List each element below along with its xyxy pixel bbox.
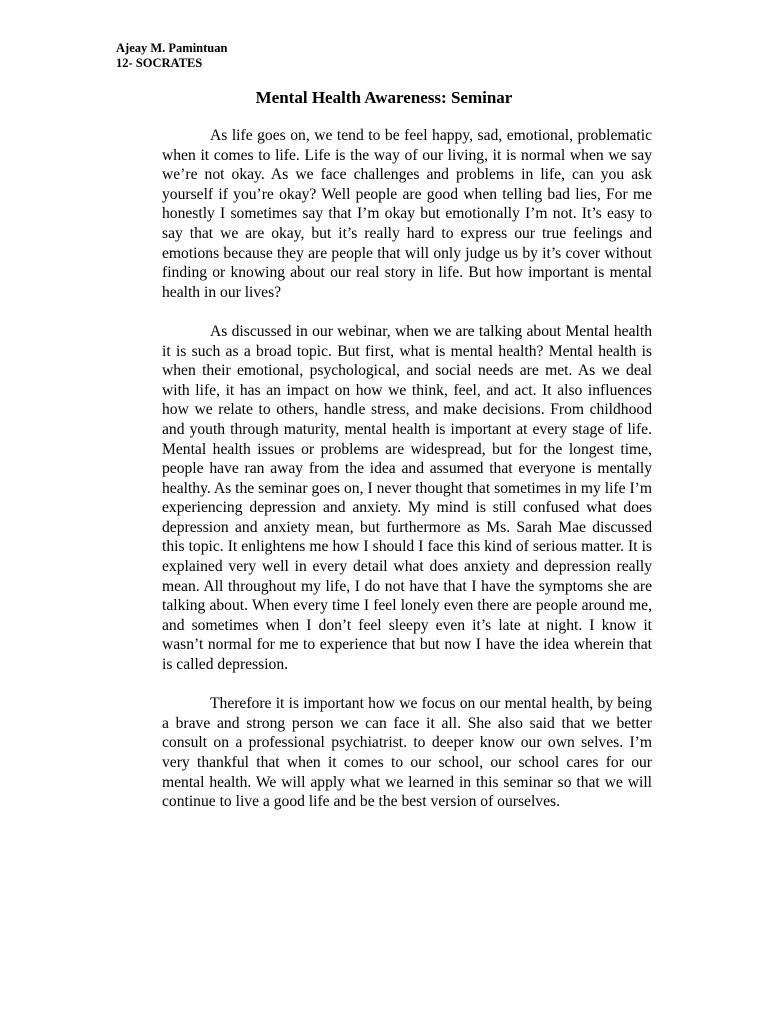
paragraph-2: As discussed in our webinar, when we are talking about Mental health it is such as a broad topic. But first, what is mental health? Mental health is when their emotional, psychological, and social needs are met. As we deal with life, it has an impact on how we think, feel, and act. It also influences how we relate to others, handle stress, and make decisions. From childhood and youth through maturity, mental health is important at every stage of life. Mental health issues or problems are widespread, but for the longest time, people have ran away from the idea and assumed that everyone is mentally healthy. As the seminar goes on, I never thought that sometimes in my life I’m experiencing depression and anxiety. My mind is still confused what does depression and anxiety mean, but furthermore as Ms. Sarah Mae discussed this topic. It enlightens me how I should I face this kind of serious matter. It is explained very well in every detail what does anxiety and depression really mean. All throughout my life, I do not have that I have the symptoms she are talking about. When every time I feel lonely even there are people around me, and sometimes when I don’t feel sleepy even it’s late at night. I know it wasn’t normal for me to experience that but now I have the idea wherein that is called depression. xyxy=(162,322,652,674)
document-body xyxy=(162,126,652,831)
document-title-wrapper xyxy=(0,88,768,108)
paragraph-1: As life goes on, we tend to be feel happy, sad, emotional, problematic when it comes to life. Life is the way of our living, it is normal when we say we’re not okay. As we face challenges and problems in life, can you ask yourself if you’re okay? Well people are good when telling bad lies, For me honestly I sometimes say that I’m okay but emotionally I’m not. It’s easy to say that we are okay, but it’s really hard to express our true feelings and emotions because they are people that will only judge us by it’s cover without finding or knowing about our real story in life. But how important is mental health in our lives? xyxy=(162,127,652,301)
author-section: 12- SOCRATES xyxy=(116,56,203,70)
paragraph-3: Therefore it is important how we focus on our mental health, by being a brave and strong person we can face it all. She also said that we better consult on a professional psychiatrist. to deeper know our own selves. I’m very thankful that when it comes to our school, our school cares for our mental health. We will apply what we learned in this seminar so that we will continue to live a good life and be the best version of ourselves. xyxy=(162,695,652,811)
document-title: Mental Health Awareness: Seminar xyxy=(255,88,513,107)
author-header xyxy=(116,41,227,71)
author-name: Ajeay M. Pamintuan xyxy=(116,41,228,55)
